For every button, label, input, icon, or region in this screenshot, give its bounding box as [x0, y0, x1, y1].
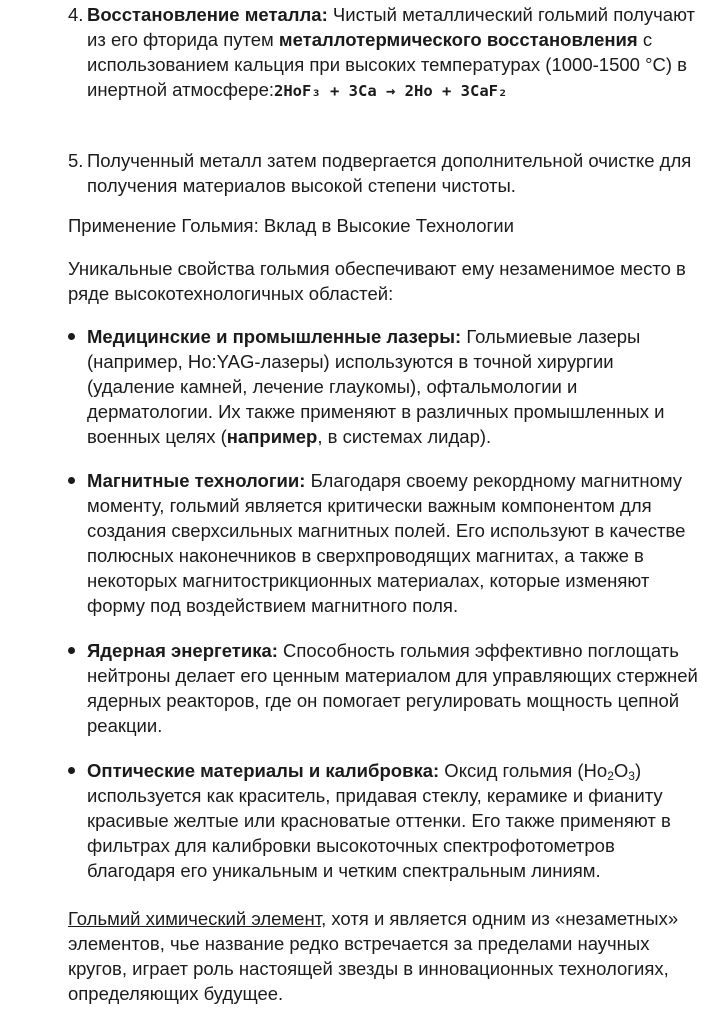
list-item-step-5 — [68, 148, 698, 198]
bullet-item-optical: Оптические материалы и калибровка: Оксид гольмия $(Ho_2O_3)$ используется как краситель, придавая стеклу, керамике и фианиту красивые желтые или красноватые оттенки. Его также применяют в фильтрах для калибровки высокоточных спектрофотометров благодаря его уникальным и четким спектральным линиям. — [68, 758, 698, 883]
holmium-element-link[interactable]: Гольмий химический элемент — [68, 908, 322, 929]
bullet-label: Медицинские и промышленные лазеры: — [87, 326, 462, 347]
intro-paragraph: Уникальные свойства гольмия обеспечивают ему незаменимое место в ряде высокотехнологичных областей: — [68, 258, 686, 304]
reaction-formula: 2HoF₃ + 3Ca → 2Ho + 3CaF₂ — [274, 82, 508, 100]
bullet-dot-icon — [68, 647, 75, 654]
bullet-label: Ядерная энергетика: — [87, 640, 278, 661]
bullet-item-lasers: Медицинские и промышленные лазеры: Гольмиевые лазеры (например, Ho:YAG-лазеры) используются в точной хирургии (удаление камней, лечение глаукомы), офтальмологии и дерматологии. Их также применяют в различных промышленных и военных целях (например, в системах лидар). — [68, 324, 698, 449]
step-text: Восстановление металла: Чистый металлический гольмий получают из его фторида путем металлотермического восстановления с использованием кальция при высоких температурах (1000-1500 °C) в инертной атмосфере:2HoF₃ + 3Ca → 2Ho + 3CaF₂ — [87, 4, 696, 100]
bullet-dot-icon — [68, 767, 75, 774]
step-number: 4. — [68, 4, 84, 25]
bullet-item-nuclear: Ядерная энергетика: Способность гольмия эффективно поглощать нейтроны делает его ценным материалом для управляющих стержней ядерных реакторов, где он помогает регулировать мощность цепной реакции. — [68, 638, 698, 738]
bullet-dot-icon — [68, 333, 75, 340]
section-heading: Применение Гольмия: Вклад в Высокие Технологии — [68, 215, 514, 236]
bullet-dot-icon — [68, 477, 75, 484]
step-title: Восстановление металла: — [87, 4, 328, 25]
conclusion-paragraph: Гольмий химический элемент, хотя и является одним из «незаметных» элементов, чье название редко встречается за пределами научных кругов, играет роль настоящей звезды в инновационных технологиях, определяющих будущее. — [68, 908, 679, 1004]
bullet-label: Оптические материалы и калибровка: — [87, 760, 440, 781]
step-text: Полученный металл затем подвергается дополнительной очистке для получения материалов высокой степени чистоты. — [87, 150, 692, 196]
bullet-label: Магнитные технологии: — [87, 470, 306, 491]
list-item-step-4 — [68, 2, 698, 104]
step-number: 5. — [68, 150, 84, 171]
bullet-item-magnetic: Магнитные технологии: Благодаря своему рекордному магнитному моменту, гольмий является критически важным компонентом для создания сверхсильных магнитных полей. Его используют в качестве полюсных наконечников в сверхпроводящих магнитах, а также в некоторых магнитострикционных материалах, которые изменяют форму под воздействием магнитного поля. — [68, 468, 698, 618]
